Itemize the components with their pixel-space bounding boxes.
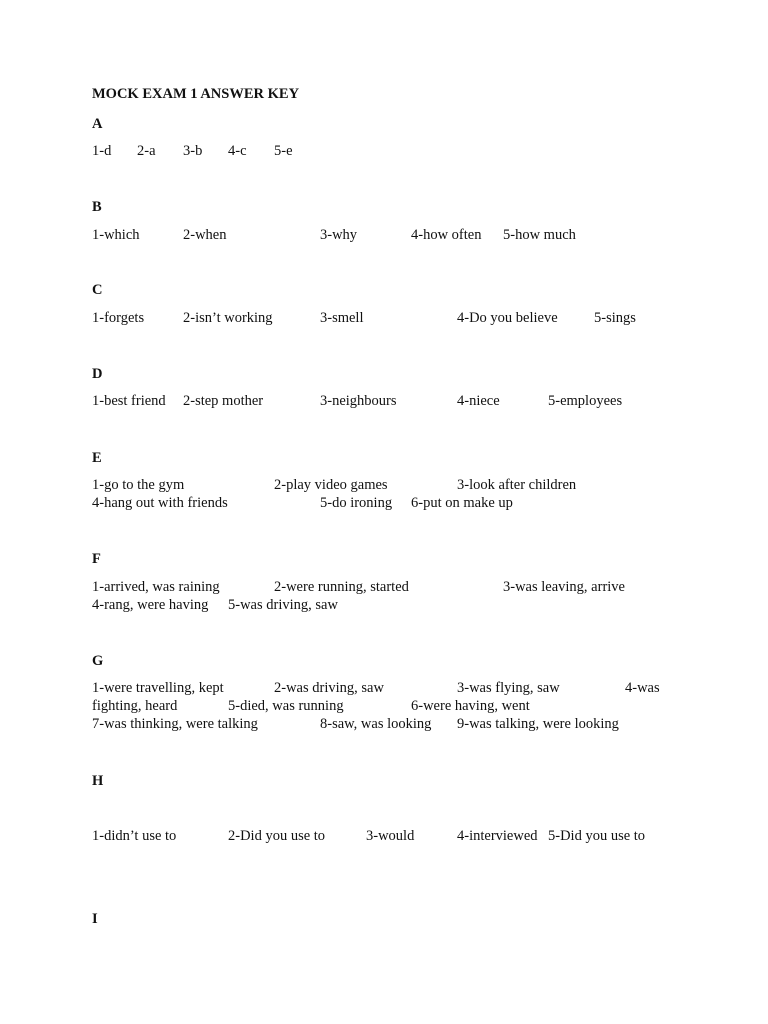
answer-c-3: 3-smell bbox=[320, 310, 364, 326]
section-b-heading: B bbox=[92, 199, 102, 215]
answer-a-3: 3-b bbox=[183, 143, 203, 159]
answer-g-3: 3-was flying, saw bbox=[457, 680, 560, 696]
answer-b-4: 4-how often bbox=[411, 227, 482, 243]
answer-c-4: 4-Do you believe bbox=[457, 310, 558, 326]
answer-e-2: 2-play video games bbox=[274, 477, 388, 493]
answer-e-3: 3-look after children bbox=[457, 477, 577, 493]
answer-e-6: 6-put on make up bbox=[411, 495, 513, 511]
answer-g-6: 6-were having, went bbox=[411, 698, 530, 714]
answer-g-5: 5-died, was running bbox=[228, 698, 344, 714]
section-c-heading: C bbox=[92, 282, 103, 298]
answer-e-4: 4-hang out with friends bbox=[92, 495, 228, 511]
answer-h-1: 1-didn’t use to bbox=[92, 828, 177, 844]
section-d-heading: D bbox=[92, 366, 103, 382]
answer-d-2: 2-step mother bbox=[183, 393, 264, 409]
answer-e-1: 1-go to the gym bbox=[92, 477, 185, 493]
answer-f-5: 5-was driving, saw bbox=[228, 597, 338, 613]
answer-c-5: 5-sings bbox=[594, 310, 636, 326]
answer-a-4: 4-c bbox=[228, 143, 247, 159]
section-i-heading: I bbox=[92, 911, 98, 927]
section-h-heading: H bbox=[92, 773, 104, 789]
section-f-heading: F bbox=[92, 551, 101, 567]
answer-g-4-end: fighting, heard bbox=[92, 698, 178, 714]
answer-g-9: 9-was talking, were looking bbox=[457, 716, 619, 732]
answer-b-1: 1-which bbox=[92, 227, 140, 243]
answer-g-4-start: 4-was bbox=[625, 680, 660, 696]
answer-c-2: 2-isn’t working bbox=[183, 310, 273, 326]
answer-d-5: 5-employees bbox=[548, 393, 623, 409]
document-title: MOCK EXAM 1 ANSWER KEY bbox=[92, 86, 300, 102]
answer-g-7: 7-was thinking, were talking bbox=[92, 716, 258, 732]
answer-h-4: 4-interviewed bbox=[457, 828, 538, 844]
answer-d-4: 4-niece bbox=[457, 393, 500, 409]
answer-e-5: 5-do ironing bbox=[320, 495, 393, 511]
section-g-heading: G bbox=[92, 653, 104, 669]
answer-a-5: 5-e bbox=[274, 143, 293, 159]
answer-a-1: 1-d bbox=[92, 143, 112, 159]
answer-b-3: 3-why bbox=[320, 227, 358, 243]
answer-b-5: 5-how much bbox=[503, 227, 576, 243]
answer-d-1: 1-best friend bbox=[92, 393, 166, 409]
section-a-heading: A bbox=[92, 116, 103, 132]
answer-c-1: 1-forgets bbox=[92, 310, 145, 326]
answer-g-1: 1-were travelling, kept bbox=[92, 680, 224, 696]
answer-f-2: 2-were running, started bbox=[274, 579, 409, 595]
section-e-heading: E bbox=[92, 450, 102, 466]
answer-b-2: 2-when bbox=[183, 227, 227, 243]
answer-f-1: 1-arrived, was raining bbox=[92, 579, 220, 595]
answer-h-5: 5-Did you use to bbox=[548, 828, 646, 844]
answer-h-2: 2-Did you use to bbox=[228, 828, 326, 844]
answer-d-3: 3-neighbours bbox=[320, 393, 397, 409]
answer-h-3: 3-would bbox=[366, 828, 415, 844]
answer-a-2: 2-a bbox=[137, 143, 156, 159]
answer-f-3: 3-was leaving, arrive bbox=[503, 579, 625, 595]
answer-g-8: 8-saw, was looking bbox=[320, 716, 432, 732]
answer-g-2: 2-was driving, saw bbox=[274, 680, 384, 696]
answer-f-4: 4-rang, were having bbox=[92, 597, 209, 613]
